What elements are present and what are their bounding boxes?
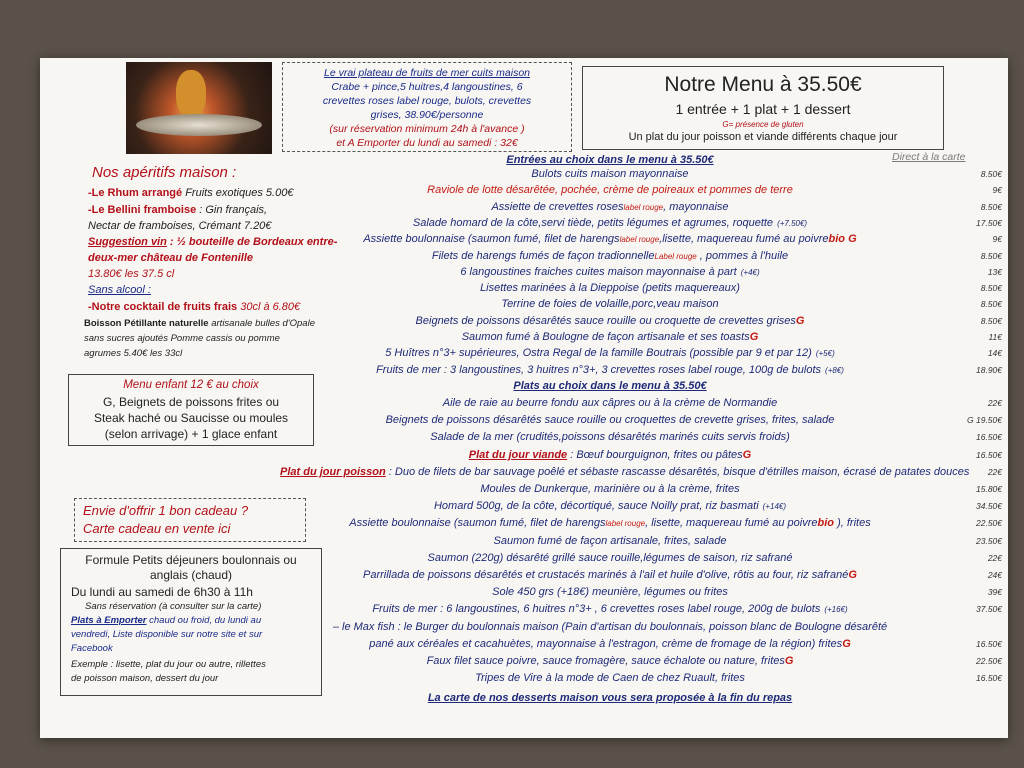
menu-item-text: Salade de la mer (crudités,poissons désarêtés marinés cuits servis froids) [430, 431, 790, 444]
formule-line7: Facebook [71, 643, 113, 654]
aperitifs-title: Nos apéritifs maison : [92, 164, 237, 181]
direct-carte-label: Direct à la carte [892, 151, 966, 163]
plateau-title: Le vrai plateau de fruits de mer cuits maison [323, 67, 531, 79]
gluten-marker: G [848, 569, 857, 581]
menu-item-text: Beignets de poissons désarêtés sauce rouille ou croquette de crevettes grises [415, 314, 796, 327]
menu-header-box [582, 66, 944, 150]
formule-hours: Du lundi au samedi de 6h30 à 11h [71, 585, 253, 599]
formule-line6: vendredi, Liste disponible sur notre site et sur [71, 629, 263, 640]
supplement: (+8€) [825, 365, 844, 375]
menu-item [280, 266, 940, 278]
menu-item-price: 8.50€ [980, 169, 1002, 179]
menu-item [280, 298, 940, 310]
menu-item-text: Aile de raie au beurre fondu aux câpres ou à la crème de Normandie [442, 397, 778, 409]
menu-item-price: 8.50€ [980, 250, 1002, 261]
menu-item-price: 22.50€ [976, 518, 1002, 529]
vin-desc: : ½ bouteille de Bordeaux entre- [166, 236, 338, 248]
menu-item-text: 6 langoustines fraiches cuites maison mayonnaise à part [460, 265, 737, 278]
menu-item [280, 638, 940, 650]
menu-item [280, 414, 940, 426]
menu-item-text: Moules de Dunkerque, marinière ou à la crème, frites [480, 483, 740, 495]
menu-title: Notre Menu à 35.50€ [664, 73, 862, 96]
menu-item [280, 315, 940, 327]
menu-item-text: Assiette boulonnaise (saumon fumé, filet de harengs [349, 517, 606, 530]
menu-item-text: Fruits de mer : 6 langoustines, 6 huitres n°3+ , 6 crevettes roses label rouge, 200g de bulots [372, 603, 821, 616]
menu-item [280, 449, 940, 461]
menu-item-price: 22€ [987, 466, 1002, 477]
plateau-line: grises, 38.90€/personne [370, 109, 484, 121]
menu-item-price: 22€ [987, 398, 1002, 408]
plateau-reservation: (sur réservation minimum 24h à l'avance ) [329, 123, 525, 135]
supplement: (+5€) [815, 349, 835, 359]
formule-line2: anglais (chaud) [149, 568, 233, 582]
menu-item [280, 364, 940, 376]
menu-item [280, 655, 940, 667]
rhum-name: -Le Rhum arrangé [88, 187, 183, 199]
desserts-footer: La carte de nos desserts maison vous sera proposée à la fin du repas [427, 692, 793, 704]
formule-line8: Exemple : lisette, plat du jour ou autre, rillettes [71, 659, 266, 670]
daily-dish-note: Un plat du jour poisson et viande différents chaque jour [628, 131, 898, 143]
cocktail-desc: 30cl à 6.80€ [237, 301, 301, 313]
gluten-marker: G [749, 331, 759, 343]
menu-item-price: 14€ [987, 348, 1002, 359]
label-rouge-tag: label rouge [605, 519, 646, 529]
formule-line1: Formule Petits déjeuners boulonnais ou [85, 553, 297, 567]
menu-item-price: 16.50€ [976, 673, 1002, 684]
menu-item [280, 217, 940, 229]
aperitif-rhum [88, 187, 293, 199]
menu-item-text: Saumon fumé de façon artisanale, frites, salade [493, 534, 727, 547]
menu-enfant-box [68, 374, 314, 446]
plats-title: Plats au choix dans le menu à 35.50€ [513, 380, 707, 392]
menu-item-text: Saumon fumé à Boulogne de façon artisanale et ses toasts [461, 331, 750, 343]
menu-item-text: Faux filet sauce poivre, sauce fromagère, sauce échalote ou nature, frites [426, 655, 785, 667]
menu-item [280, 184, 940, 196]
menu-item-text: (possible par 9 et par 12) [686, 347, 812, 360]
plateau-line: Crabe + pince,5 huitres,4 langoustines, 6 [331, 81, 523, 93]
menu-item [280, 672, 940, 684]
menu-item-text: : Bœuf bourguignon, frites ou pâtes [567, 448, 743, 461]
menu-item [280, 517, 940, 529]
menu-item [280, 621, 940, 633]
menu-item [280, 431, 940, 443]
menu-item [280, 586, 940, 598]
label-rouge-tag: Label rouge [654, 251, 697, 261]
menu-item-price: 16.50€ [976, 449, 1002, 460]
menu-item-price: 22€ [987, 552, 1002, 563]
menu-item-price: 39€ [987, 587, 1002, 598]
plats-emporter [71, 615, 261, 626]
aperitif-bellini [88, 204, 267, 216]
plats-emporter-label: Plats à Emporter [71, 615, 147, 626]
seafood-platter-photo [126, 62, 272, 154]
menu-item [280, 233, 940, 245]
menu-item-text: , lisette, maquereau fumé au poivre [645, 517, 818, 530]
menu-enfant-line: G, Beignets de poissons frites ou [102, 395, 280, 409]
rhum-desc: Fruits exotiques 5.00€ [182, 187, 294, 199]
menu-item [280, 201, 940, 213]
carte-cadeau-box [74, 498, 306, 542]
menu-item-text: pané aux céréales et cacahuètes, mayonnaise à l'estragon, crème de fromage de la région) frites [369, 637, 843, 650]
menu-item-price: 23.50€ [976, 535, 1002, 546]
entrees-title: Entrées au choix dans le menu à 35.50€ [506, 154, 714, 166]
menu-item-price: 8.50€ [980, 283, 1002, 294]
menu-item-text: ), frites [834, 517, 871, 530]
sans-alcool-label: Sans alcool : [88, 284, 151, 296]
vin-line3: 13.80€ les 37.5 cl [88, 268, 175, 280]
supplement: (+7.50€) [777, 218, 808, 228]
menu-item-text: Terrine de foies de volaille,porc,veau maison [501, 298, 719, 311]
menu-item-price: 15.80€ [976, 484, 1002, 494]
menu-item-text: Beignets de poissons désarêtés sauce rouille ou croquettes de crevette grises, frites, salade [385, 414, 835, 427]
boisson-line2: sans sucres ajoutés Pomme cassis ou pomme [84, 333, 280, 344]
menu-item-text: Homard 500g, de la côte, décortiqué, sauce Noilly prat, riz basmati [433, 500, 759, 513]
menu-item-text: Assiette boulonnaise (saumon fumé, filet de harengs [363, 233, 620, 246]
menu-item [280, 500, 940, 512]
menu-item-text: Salade homard de la côte,servi tiède, petits légumes et agrumes, roquette [412, 216, 774, 229]
menu-item [280, 465, 970, 478]
supplement: (+4€) [740, 267, 760, 277]
boisson-desc: artisanale bulles d'Opale [208, 318, 315, 329]
menu-item-text: – le Max fish : le Burger du boulonnais maison (Pain d'artisan du boulonnais, poisson blanc de Boulogne désarêté [332, 620, 888, 633]
menu-item-text: Parrillada de poissons désarêtés et crustacés marinés à l'ail et huile d'olive, rôtis au four, riz safrané [363, 569, 849, 581]
boisson-line3: agrumes 5.40€ les 33cl [84, 348, 183, 359]
menu-item-price: 18.90€ [976, 364, 1002, 375]
menu-item [280, 282, 940, 294]
menu-item-text: : Duo de filets de bar sauvage poêlé et sébaste rascasse désarêtés, bisque d'étrilles maison, écrasé de patates douces [385, 465, 970, 478]
supplement: (+16€) [824, 605, 848, 615]
bellini-desc: : Gin français, [196, 204, 268, 216]
menu-item-text: Assiette de crevettes roses [491, 200, 624, 213]
menu-item [280, 347, 940, 359]
menu-item [280, 483, 940, 495]
menu-item-price: 9€ [992, 234, 1002, 245]
supplement: (+14€) [762, 502, 787, 512]
vin-label: Suggestion vin [88, 236, 167, 248]
plat-du-jour-label: Plat du jour poisson [280, 465, 386, 478]
menu-item-price: 8.50€ [980, 299, 1002, 310]
menu-item [280, 569, 940, 581]
gluten-marker: G [742, 448, 752, 461]
menu-item-price: 16.50€ [976, 432, 1002, 443]
menu-item-price: 34.50€ [976, 501, 1002, 512]
gluten-marker: bio [817, 517, 835, 530]
cocktail-fruits [88, 301, 300, 313]
pineapple-decoration [176, 70, 206, 116]
menu-item-text: Tripes de Vire à la mode de Caen de chez Ruault, frites [475, 672, 745, 685]
menu-item-price: 22.50€ [976, 656, 1002, 666]
menu-item-text: Lisettes marinées à la Dieppoise (petits maquereaux) [480, 282, 740, 295]
menu-item-price: G 19.50€ [967, 415, 1002, 426]
plateau-box [282, 62, 572, 152]
menu-item [280, 603, 940, 615]
plateau-line: crevettes roses label rouge, bulots, crevettes [322, 95, 532, 107]
menu-enfant-line: Steak haché ou Saucisse ou moules [93, 411, 289, 425]
plat-du-jour-label: Plat du jour viande [468, 448, 568, 461]
menu-item-text: Raviole de lotte désarêtée, pochée, crème de poireaux et pommes de terre [427, 184, 793, 197]
menu-item-price: 8.50€ [980, 315, 1002, 326]
label-rouge-tag: label rouge [623, 202, 664, 212]
gluten-marker: G [784, 655, 794, 667]
menu-item [280, 552, 940, 564]
menu-item-text: Sole 450 grs (+18€) meunière, légumes ou frites [492, 586, 728, 599]
platter-plate [136, 114, 262, 136]
menu-item [280, 168, 940, 180]
plateau-emporter: et A Emporter du lundi au samedi : 32€ [336, 137, 518, 149]
menu-item-price: 11€ [988, 332, 1002, 342]
menu-item-text: Bulots cuits maison mayonnaise [531, 168, 689, 180]
boisson-name: Boisson Pétillante naturelle [84, 318, 209, 329]
menu-item-text: 5 Huîtres n°3+ supérieures, Ostra Regal de la famille Boutrais [385, 347, 687, 360]
menu-item-text: ,lisette, maquereau fumé au poivre [659, 233, 829, 246]
menu-paper [40, 58, 1008, 738]
menu-item-text: , mayonnaise [663, 200, 729, 213]
menu-item [280, 535, 940, 547]
label-rouge-tag: label rouge [619, 235, 660, 245]
bellini-name: -Le Bellini framboise [88, 204, 197, 216]
menu-item [280, 331, 940, 343]
formule-line9: de poisson maison, dessert du jour [71, 673, 219, 684]
menu-enfant-title: Menu enfant 12 € au choix [123, 379, 259, 391]
bellini-line2: Nectar de framboises, Crémant 7.20€ [88, 220, 272, 232]
cadeau-line2: Carte cadeau en vente ici [83, 521, 231, 536]
menu-item-price: 17.50€ [976, 217, 1002, 228]
menu-item-price: 16.50€ [976, 638, 1002, 649]
gluten-marker: bio G [828, 233, 857, 246]
gluten-marker: G [842, 637, 851, 650]
gluten-legend: G= présence de gluten [722, 120, 804, 129]
menu-item-price: 13€ [987, 266, 1002, 277]
plats-emporter-desc: chaud ou froid, du lundi au [146, 615, 262, 626]
menu-item-text: Saumon (220g) désarêté grillé sauce rouille,légumes de saison, riz safrané [427, 551, 793, 564]
menu-formula: 1 entrée + 1 plat + 1 dessert [675, 101, 851, 117]
cadeau-line1: Envie d'offrir 1 bon cadeau ? [83, 503, 249, 518]
gluten-marker: G [795, 314, 805, 327]
menu-item-text: Filets de harengs fumés de façon tradionnelle [431, 249, 655, 262]
menu-item-price: 9€ [992, 185, 1002, 196]
menu-item-price: 37.50€ [976, 604, 1002, 615]
menu-item [280, 397, 940, 409]
vin-line2: deux-mer château de Fontenille [88, 252, 254, 264]
menu-item-text: Fruits de mer : 3 langoustines, 3 huitres n°3+, 3 crevettes roses label rouge, 100g de bulots [376, 363, 822, 376]
cocktail-name: -Notre cocktail de fruits frais [88, 301, 238, 313]
menu-item-text: , pommes à l'huile [696, 249, 789, 262]
menu-item-price: 24€ [987, 570, 1002, 580]
formule-sans-reservation: Sans réservation (à consulter sur la carte) [85, 601, 262, 612]
menu-item-price: 8.50€ [980, 201, 1002, 212]
menu-item [280, 250, 940, 262]
menu-enfant-line: (selon arrivage) + 1 glace enfant [104, 427, 278, 441]
